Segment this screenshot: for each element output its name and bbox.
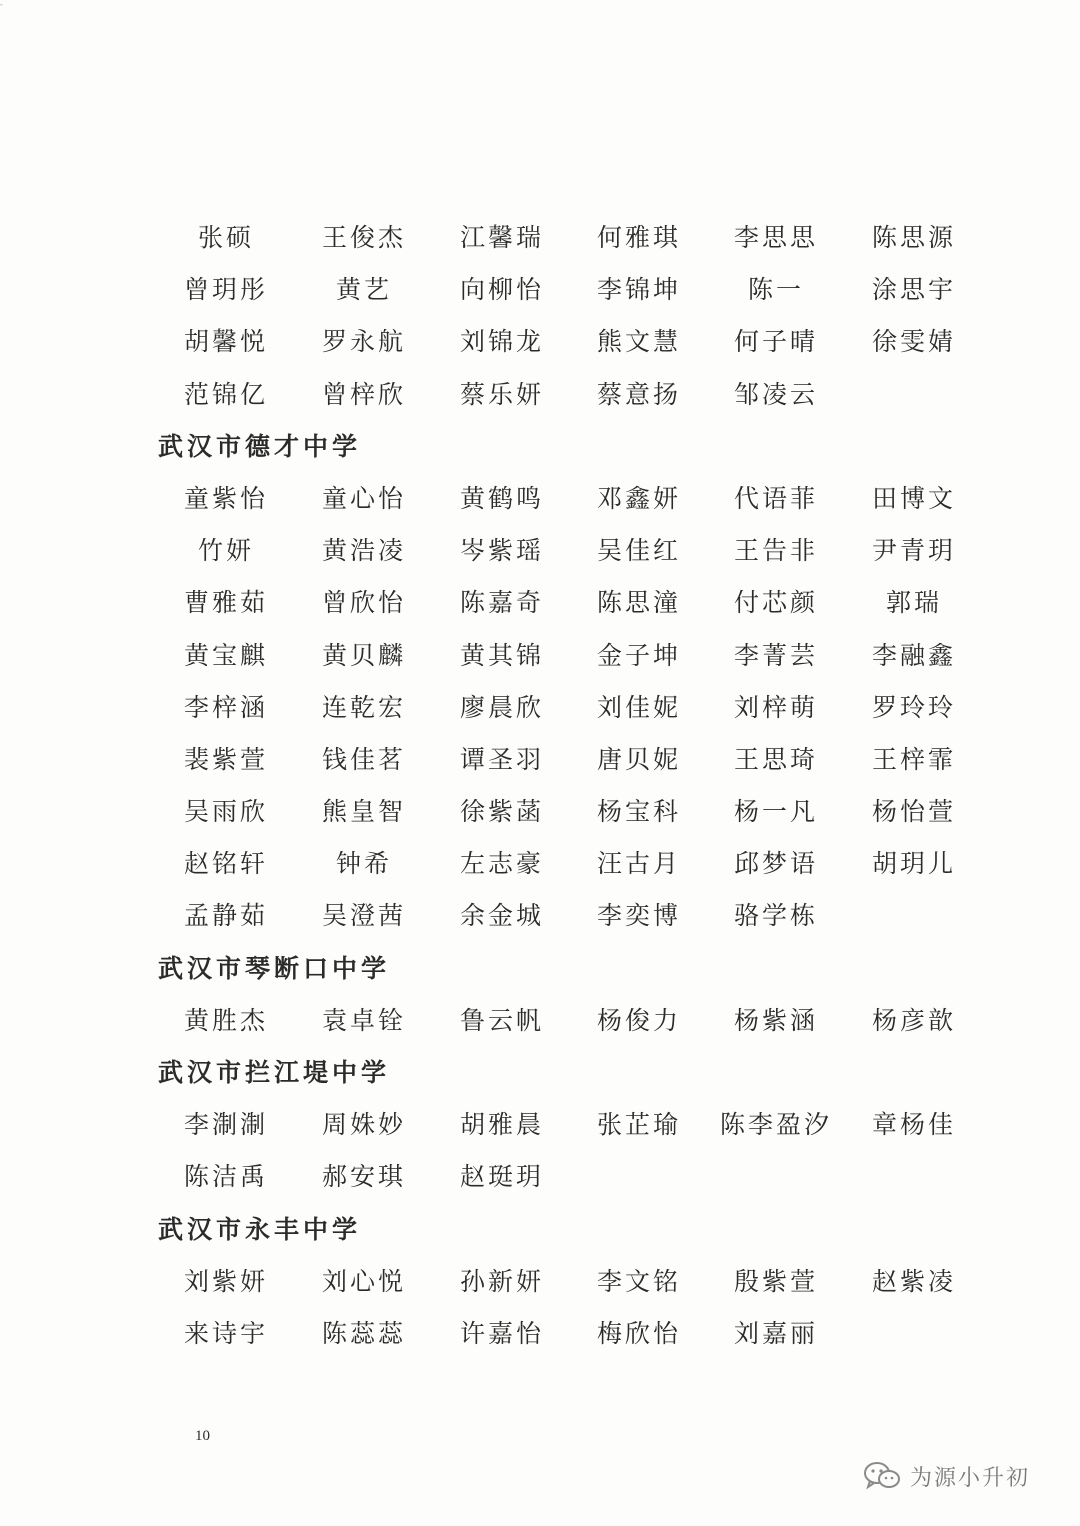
student-name: 赵铭轩: [183, 849, 268, 879]
student-name: 曹雅茹: [183, 588, 268, 618]
student-name: 刘紫妍: [183, 1266, 268, 1296]
student-name: 汪古月: [596, 849, 681, 879]
name-row: [0, 525, 1080, 577]
wechat-icon: [862, 1460, 902, 1492]
student-name: 殷紫萱: [733, 1266, 818, 1296]
student-name: 周姝妙: [321, 1110, 406, 1140]
student-name: 赵紫凌: [871, 1266, 956, 1296]
student-name: 李淛淛: [183, 1110, 268, 1140]
student-name: 袁卓铨: [321, 1005, 406, 1035]
student-name: 梅欣怡: [596, 1318, 681, 1348]
student-name: 李奕博: [596, 901, 681, 931]
student-name: 李菁芸: [733, 640, 818, 670]
student-name: 吴佳红: [596, 536, 681, 566]
name-row: [0, 890, 1080, 942]
name-row: [0, 734, 1080, 786]
student-name: 尹青玥: [871, 536, 956, 566]
student-name: 刘梓萌: [733, 692, 818, 722]
student-name: 杨一凡: [733, 797, 818, 827]
name-row: [0, 838, 1080, 890]
student-name: 黄艺: [335, 275, 392, 305]
school-heading-row: [0, 1047, 1080, 1099]
student-name: 李融鑫: [871, 640, 956, 670]
student-name: 刘心悦: [321, 1266, 406, 1296]
student-name: 王俊杰: [321, 223, 406, 252]
student-name: 黄贝麟: [321, 640, 406, 670]
student-name: 曾欣怡: [321, 588, 406, 618]
student-name: 陈洁禹: [183, 1162, 268, 1192]
name-row: [0, 212, 1080, 264]
student-name: 金子坤: [596, 640, 681, 670]
student-name: 胡玥儿: [871, 849, 956, 879]
student-name: 杨俊力: [596, 1005, 681, 1035]
student-name: 黄胜杰: [183, 1005, 268, 1035]
student-name: 邹凌云: [733, 379, 818, 409]
student-name: 熊皇智: [321, 797, 406, 827]
student-name: 陈蕊蕊: [321, 1318, 406, 1348]
watermark-text: 为源小升初: [910, 1465, 1031, 1491]
student-name: 孟静茹: [183, 901, 268, 931]
name-row: [0, 1256, 1080, 1308]
student-name: 邱梦语: [733, 849, 818, 879]
student-name: 黄鹤鸣: [459, 483, 544, 513]
student-name: 陈思潼: [596, 588, 681, 618]
student-name: 王告非: [733, 536, 818, 566]
school-heading: 武汉市德才中学: [158, 431, 362, 461]
student-name: 何雅琪: [596, 223, 681, 252]
name-row: [0, 577, 1080, 629]
name-row: [0, 1151, 1080, 1203]
student-name: 钱佳茗: [321, 744, 406, 774]
student-name: 陈李盈汐: [719, 1110, 832, 1140]
school-heading: 武汉市永丰中学: [158, 1214, 362, 1244]
student-name: 何子晴: [733, 327, 818, 357]
name-row: [0, 264, 1080, 316]
watermark: [862, 1460, 1030, 1492]
student-name: 杨彦歆: [871, 1005, 956, 1035]
student-name: 唐贝妮: [596, 744, 681, 774]
student-name: 曾玥彤: [183, 275, 268, 305]
name-row: [0, 995, 1080, 1047]
name-list: [0, 212, 1080, 1360]
name-row: [0, 473, 1080, 525]
student-name: 王梓霏: [871, 744, 956, 774]
student-name: 许嘉怡: [459, 1318, 544, 1348]
student-name: 徐雯婧: [871, 327, 956, 357]
student-name: 刘锦龙: [459, 327, 544, 357]
student-name: 赵珽玥: [459, 1162, 544, 1192]
name-row: [0, 682, 1080, 734]
school-heading: 武汉市琴断口中学: [158, 953, 391, 983]
student-name: 陈一: [747, 275, 804, 305]
corner-mark: -: [0, 0, 3, 9]
student-name: 刘嘉丽: [733, 1318, 818, 1348]
school-heading-row: [0, 421, 1080, 473]
student-name: 连乾宏: [321, 692, 406, 722]
student-name: 孙新妍: [459, 1266, 544, 1296]
student-name: 代语菲: [733, 483, 818, 513]
student-name: 李思思: [733, 223, 818, 252]
name-row: [0, 1308, 1080, 1360]
student-name: 骆学栋: [733, 901, 818, 931]
student-name: 黄其锦: [459, 640, 544, 670]
student-name: 黄宝麒: [183, 640, 268, 670]
student-name: 田博文: [871, 483, 956, 513]
student-name: 李梓涵: [183, 692, 268, 722]
student-name: 谭圣羽: [459, 744, 544, 774]
student-name: 廖晨欣: [459, 692, 544, 722]
name-row: [0, 786, 1080, 838]
student-name: 罗永航: [321, 327, 406, 357]
student-name: 左志豪: [459, 849, 544, 879]
student-name: 熊文慧: [596, 327, 681, 357]
student-name: 胡馨悦: [183, 327, 268, 357]
student-name: 竹妍: [197, 536, 254, 566]
student-name: 鲁云帆: [459, 1005, 544, 1035]
student-name: 钟希: [335, 849, 392, 879]
student-name: 裴紫萱: [183, 744, 268, 774]
student-name: 李文铭: [596, 1266, 681, 1296]
student-name: 杨怡萱: [871, 797, 956, 827]
student-name: 蔡乐妍: [459, 379, 544, 409]
student-name: 章杨佳: [871, 1110, 956, 1140]
page-number: 10: [195, 1428, 210, 1444]
school-heading-row: [0, 1204, 1080, 1256]
student-name: 吴澄茜: [321, 901, 406, 931]
student-name: 涂思宇: [871, 275, 956, 305]
student-name: 李锦坤: [596, 275, 681, 305]
student-name: 余金城: [459, 901, 544, 931]
name-row: [0, 316, 1080, 368]
school-heading: 武汉市拦江堤中学: [158, 1058, 391, 1087]
student-name: 范锦亿: [183, 379, 268, 409]
student-name: 童心怡: [321, 483, 406, 513]
student-name: 吴雨欣: [183, 797, 268, 827]
student-name: 陈嘉奇: [459, 588, 544, 618]
student-name: 岑紫瑶: [459, 536, 544, 566]
student-name: 杨宝科: [596, 797, 681, 827]
name-row: [0, 1099, 1080, 1151]
student-name: 江馨瑞: [459, 223, 544, 252]
student-name: 郭瑞: [885, 588, 942, 618]
student-name: 徐紫菡: [459, 797, 544, 827]
student-name: 杨紫涵: [733, 1005, 818, 1035]
name-row: [0, 369, 1080, 421]
student-name: 陈思源: [871, 223, 956, 252]
student-name: 张硕: [197, 223, 254, 252]
student-name: 来诗宇: [183, 1318, 268, 1348]
school-heading-row: [0, 943, 1080, 995]
student-name: 罗玲玲: [871, 692, 956, 722]
student-name: 付芯颜: [733, 588, 818, 618]
student-name: 邓鑫妍: [596, 483, 681, 513]
student-name: 向柳怡: [459, 275, 544, 305]
student-name: 郝安琪: [321, 1162, 406, 1192]
student-name: 蔡意扬: [596, 379, 681, 409]
student-name: 王思琦: [733, 744, 818, 774]
student-name: 刘佳妮: [596, 692, 681, 722]
name-row: [0, 630, 1080, 682]
student-name: 曾梓欣: [321, 379, 406, 409]
student-name: 胡雅晨: [459, 1110, 544, 1140]
student-name: 童紫怡: [183, 483, 268, 513]
student-name: 黄浩凌: [321, 536, 406, 566]
student-name: 张芷瑜: [596, 1110, 681, 1140]
